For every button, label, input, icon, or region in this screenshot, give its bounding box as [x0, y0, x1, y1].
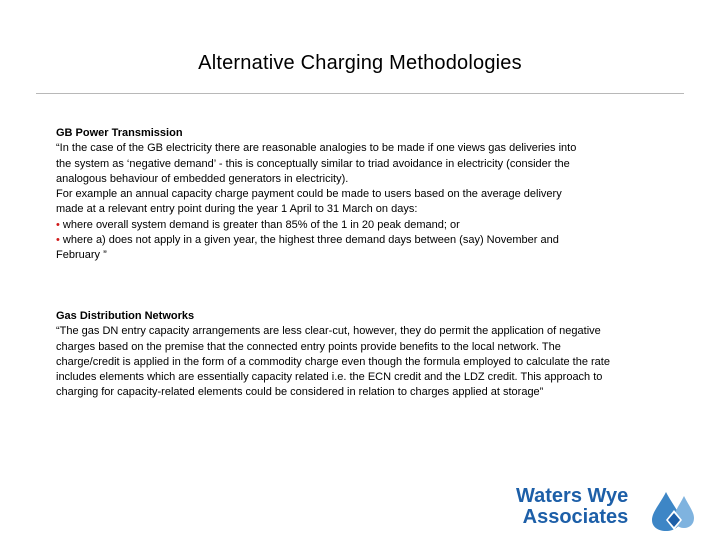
bullet-text: where a) does not apply in a given year, the highest three demand days between (say) November and	[62, 234, 559, 247]
bullet-text: where overall system demand is greater than 85% of the 1 in 20 peak demand; or	[62, 218, 460, 231]
bullet-icon: •	[56, 234, 60, 247]
text-line: charging for capacity-related elements could be considered in relation to charges applied at storage”	[56, 386, 544, 399]
section-heading: GB Power Transmission	[56, 127, 183, 139]
logo-line-2: Associates	[522, 506, 629, 528]
text-line: February ”	[56, 249, 107, 262]
bullet-icon: •	[56, 218, 60, 231]
section-gas-distribution-networks	[56, 309, 666, 401]
title-divider	[36, 93, 684, 94]
text-line: For example an annual capacity charge payment could be made to users based on the average delivery	[56, 188, 562, 201]
text-line: charge/credit is applied in the form of a commodity charge even though the formula employed to calculate the rate	[56, 355, 610, 368]
slide-title: Alternative Charging Methodologies	[198, 52, 522, 74]
text-line: analogous behaviour of embedded generators in electricity).	[56, 172, 349, 185]
text-line: “The gas DN entry capacity arrangements are less clear-cut, however, they do permit the application of negative	[56, 325, 601, 338]
logo-text	[516, 486, 628, 528]
logo-line-1: Waters Wye	[516, 485, 629, 507]
section-heading: Gas Distribution Networks	[56, 310, 195, 322]
water-drops-icon	[644, 488, 702, 532]
bullet-item	[56, 233, 666, 248]
text-line: charges based on the premise that the connected entry points provide benefits to the local network. The	[56, 340, 561, 353]
section-gb-power-transmission	[56, 126, 666, 264]
text-line: includes elements which are essentially capacity related i.e. the ECN credit and the LDZ credit. This approach to	[56, 371, 603, 384]
text-line: the system as ‘negative demand’ - this is conceptually similar to triad avoidance in electricity (consider the	[56, 157, 570, 170]
company-logo	[516, 486, 716, 534]
text-line: “In the case of the GB electricity there are reasonable analogies to be made if one views gas deliveries into	[56, 142, 577, 155]
bullet-item	[56, 218, 666, 233]
text-line: made at a relevant entry point during the year 1 April to 31 March on days:	[56, 203, 418, 216]
